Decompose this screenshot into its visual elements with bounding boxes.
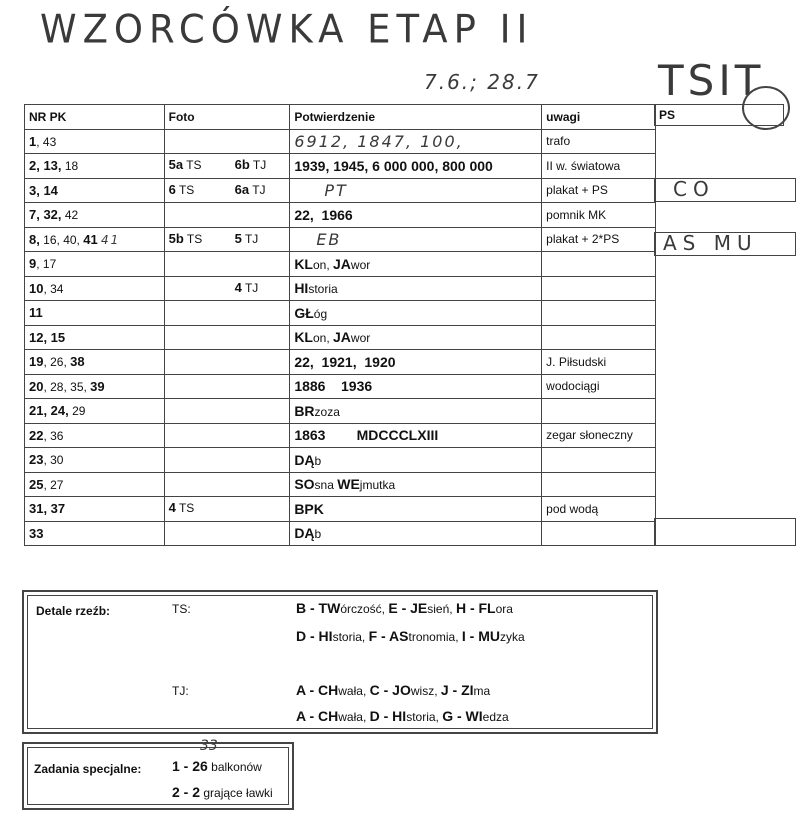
cell-uwagi bbox=[542, 252, 656, 277]
table-row bbox=[25, 178, 656, 203]
special-line1 bbox=[172, 758, 262, 774]
cell-potwierdzenie bbox=[290, 178, 542, 203]
cell-nr-pk: 10, 34 bbox=[25, 276, 165, 301]
details-box bbox=[22, 590, 658, 734]
cell-potwierdzenie: DĄb bbox=[290, 448, 542, 473]
cell-nr-pk: 11 bbox=[25, 301, 165, 326]
table-row bbox=[25, 252, 656, 277]
table-row bbox=[25, 374, 656, 399]
table-row bbox=[25, 154, 656, 179]
handwritten-row1-answer: 6912, 1847, 100, bbox=[294, 131, 464, 151]
cell-nr-pk: 9, 17 bbox=[25, 252, 165, 277]
table-row bbox=[25, 399, 656, 424]
cell-potwierdzenie: 22, 1921, 1920 bbox=[290, 350, 542, 375]
table-row bbox=[25, 423, 656, 448]
handwritten-41: 41 bbox=[101, 232, 121, 247]
cell-nr-pk: 21, 24, 29 bbox=[25, 399, 165, 424]
cell-foto bbox=[164, 472, 290, 497]
cell-potwierdzenie: BRzoza bbox=[290, 399, 542, 424]
cell-foto bbox=[164, 203, 290, 228]
cell-uwagi: pod wodą bbox=[542, 497, 656, 522]
cell-foto bbox=[164, 423, 290, 448]
special-label: Zadania specjalne: bbox=[34, 762, 142, 776]
special-line1-number: 1 - 26 bbox=[172, 758, 208, 774]
table-row bbox=[25, 227, 656, 252]
cell-uwagi: plakat + 2*PS bbox=[542, 227, 656, 252]
cell-nr-pk: 25, 27 bbox=[25, 472, 165, 497]
table-row bbox=[25, 276, 656, 301]
cell-potwierdzenie: 1863 MDCCCLXIII bbox=[290, 423, 542, 448]
handwritten-team-name: TSIT bbox=[658, 56, 765, 105]
cell-potwierdzenie: HIstoria bbox=[290, 276, 542, 301]
cell-uwagi bbox=[542, 448, 656, 473]
cell-potwierdzenie bbox=[290, 227, 542, 252]
cell-uwagi: pomnik MK bbox=[542, 203, 656, 228]
details-ts-line2: D - HIstoria, F - AStronomia, I - MUzyka bbox=[296, 628, 525, 644]
special-line2-text: grające ławki bbox=[200, 786, 273, 800]
cell-potwierdzenie: 1939, 1945, 6 000 000, 800 000 bbox=[290, 154, 542, 179]
cell-uwagi bbox=[542, 276, 656, 301]
cell-nr-pk: 19, 26, 38 bbox=[25, 350, 165, 375]
cell-nr-pk: 2, 13, 18 bbox=[25, 154, 165, 179]
cell-foto bbox=[164, 374, 290, 399]
cell-uwagi bbox=[542, 472, 656, 497]
cell-nr-pk: 22, 36 bbox=[25, 423, 165, 448]
cell-uwagi: zegar słoneczny bbox=[542, 423, 656, 448]
cell-potwierdzenie: KLon, JAwor bbox=[290, 325, 542, 350]
table-row bbox=[25, 301, 656, 326]
cell-uwagi bbox=[542, 521, 656, 546]
table-row bbox=[25, 203, 656, 228]
cell-nr-pk: 8, 16, 40, 41 41 bbox=[25, 227, 165, 252]
cell-uwagi bbox=[542, 325, 656, 350]
header-foto: Foto bbox=[164, 105, 290, 130]
header-ps: PS bbox=[654, 104, 784, 126]
table-row bbox=[25, 129, 656, 154]
cell-potwierdzenie: SOsna WEjmutka bbox=[290, 472, 542, 497]
cell-foto bbox=[164, 301, 290, 326]
details-tj-label: TJ: bbox=[172, 684, 189, 698]
cell-foto bbox=[164, 129, 290, 154]
cell-uwagi bbox=[542, 399, 656, 424]
cell-foto bbox=[164, 252, 290, 277]
cell-uwagi: J. Piłsudski bbox=[542, 350, 656, 375]
handwritten-row5-answer: EB bbox=[316, 229, 342, 249]
ps-box-row5 bbox=[654, 232, 796, 256]
details-ts-label: TS: bbox=[172, 602, 191, 616]
cell-foto: 4 TJ bbox=[164, 276, 290, 301]
cell-potwierdzenie bbox=[290, 129, 542, 154]
cell-uwagi: wodociągi bbox=[542, 374, 656, 399]
details-ts-line1: B - TWórczość, E - JEsień, H - FLora bbox=[296, 600, 513, 616]
handwritten-title: WZORCÓWKA ETAP II bbox=[40, 6, 534, 53]
header-uwagi: uwagi bbox=[542, 105, 656, 130]
ps-handwritten-as-mu: AS MU bbox=[663, 231, 758, 255]
cell-foto bbox=[164, 521, 290, 546]
cell-potwierdzenie: 22, 1966 bbox=[290, 203, 542, 228]
table-row bbox=[25, 325, 656, 350]
special-tasks-box bbox=[22, 738, 294, 810]
details-tj-line1: A - CHwała, C - JOwisz, J - ZIma bbox=[296, 682, 491, 698]
table-row bbox=[25, 448, 656, 473]
cell-potwierdzenie: DĄb bbox=[290, 521, 542, 546]
cell-potwierdzenie: BPK bbox=[290, 497, 542, 522]
answer-table bbox=[24, 104, 656, 546]
table-header-row bbox=[25, 105, 656, 130]
cell-foto bbox=[164, 350, 290, 375]
header-potwierdzenie: Potwierdzenie bbox=[290, 105, 542, 130]
handwritten-row3-answer: PT bbox=[324, 180, 348, 200]
table-row bbox=[25, 521, 656, 546]
table-row bbox=[25, 497, 656, 522]
ps-box-row16 bbox=[654, 518, 796, 546]
details-label: Detale rzeźb: bbox=[36, 604, 111, 618]
cell-nr-pk: 31, 37 bbox=[25, 497, 165, 522]
cell-uwagi: II w. światowa bbox=[542, 154, 656, 179]
cell-foto: 6 TS 6a TJ bbox=[164, 178, 290, 203]
special-line1-text: balkonów bbox=[207, 760, 262, 774]
cell-foto bbox=[164, 325, 290, 350]
handwritten-dates: 7.6.; 28.7 bbox=[424, 70, 540, 94]
ps-handwritten-co: CO bbox=[673, 177, 715, 201]
cell-foto bbox=[164, 448, 290, 473]
cell-foto: 4 TS bbox=[164, 497, 290, 522]
cell-foto bbox=[164, 399, 290, 424]
details-tj-line2: A - CHwała, D - HIstoria, G - WIedza bbox=[296, 708, 509, 724]
special-handwritten-33: 33 bbox=[200, 738, 218, 754]
cell-nr-pk: 3, 14 bbox=[25, 178, 165, 203]
cell-nr-pk: 33 bbox=[25, 521, 165, 546]
cell-potwierdzenie: GŁóg bbox=[290, 301, 542, 326]
cell-potwierdzenie: 1886 1936 bbox=[290, 374, 542, 399]
cell-nr-pk: 7, 32, 42 bbox=[25, 203, 165, 228]
special-line2 bbox=[172, 784, 273, 800]
cell-uwagi: trafo bbox=[542, 129, 656, 154]
cell-foto: 5b TS 5 TJ bbox=[164, 227, 290, 252]
cell-nr-pk: 1, 43 bbox=[25, 129, 165, 154]
ps-box-row3 bbox=[654, 178, 796, 202]
header-nr-pk: NR PK bbox=[25, 105, 165, 130]
special-line2-number: 2 - 2 bbox=[172, 784, 201, 800]
table-row bbox=[25, 350, 656, 375]
cell-potwierdzenie: KLon, JAwor bbox=[290, 252, 542, 277]
cell-uwagi: plakat + PS bbox=[542, 178, 656, 203]
table-row bbox=[25, 472, 656, 497]
cell-foto: 5a TS 6b TJ bbox=[164, 154, 290, 179]
cell-nr-pk: 20, 28, 35, 39 bbox=[25, 374, 165, 399]
cell-nr-pk: 12, 15 bbox=[25, 325, 165, 350]
cell-uwagi bbox=[542, 301, 656, 326]
cell-nr-pk: 23, 30 bbox=[25, 448, 165, 473]
